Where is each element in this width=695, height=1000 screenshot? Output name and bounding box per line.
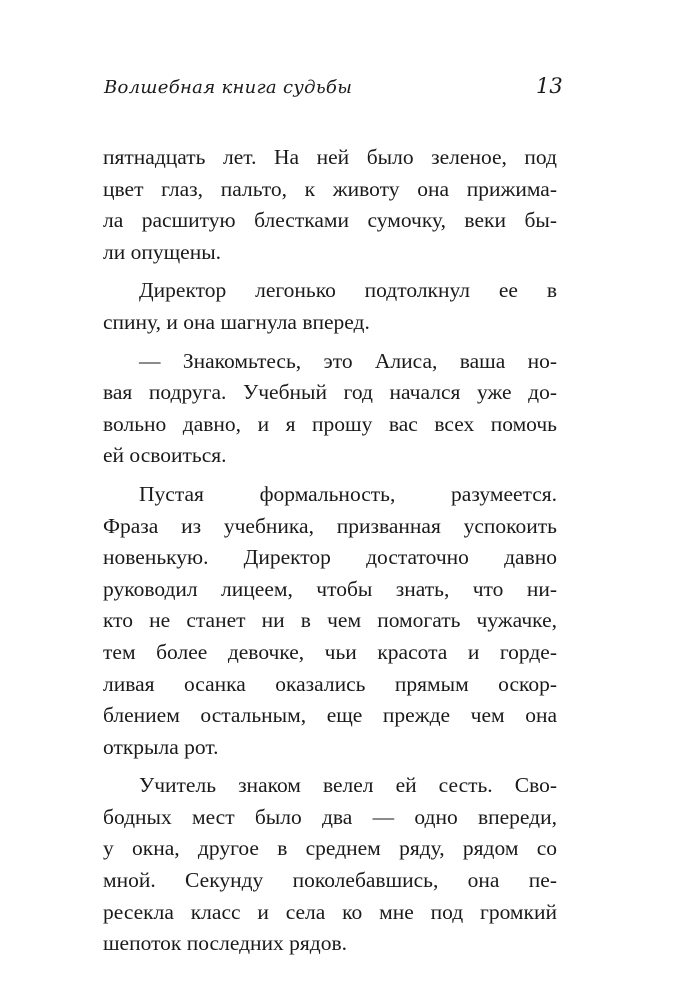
text-line: новенькую. Директор достаточно давно bbox=[103, 545, 557, 570]
text-line: кто не станет ни в чем помогать чужачке, bbox=[103, 608, 557, 633]
paragraph bbox=[103, 275, 557, 338]
text-line: ливая осанка оказались прямым оскор- bbox=[103, 671, 557, 696]
paragraph-gap bbox=[103, 472, 557, 479]
text-line: цвет глаз, пальто, к животу она прижима- bbox=[103, 176, 557, 201]
page-number: 13 bbox=[536, 74, 563, 98]
paragraph bbox=[103, 770, 557, 960]
text-line: ресекла класс и села ко мне под громкий bbox=[103, 899, 557, 924]
body-text bbox=[103, 142, 557, 960]
text-line: вая подруга. Учебный год начался уже до- bbox=[103, 380, 557, 405]
text-line: Учитель знаком велел ей сесть. Сво- bbox=[139, 773, 557, 798]
text-line: ей освоиться. bbox=[103, 443, 227, 468]
paragraph-gap bbox=[103, 268, 557, 275]
text-line: спину, и она шагнула вперед. bbox=[103, 309, 370, 334]
text-line: пятнадцать лет. На ней было зеленое, под bbox=[103, 145, 557, 169]
text-line: Фраза из учебника, призванная успокоить bbox=[103, 513, 557, 538]
text-line: бодных мест было два — одно впереди, bbox=[103, 804, 557, 829]
text-line: мной. Секунду поколебавшись, она пе- bbox=[103, 868, 557, 893]
paragraph bbox=[103, 142, 557, 268]
text-line: тем более девочке, чьи красота и горде- bbox=[103, 639, 557, 664]
text-line: шепоток последних рядов. bbox=[103, 931, 348, 956]
text-line: ла расшитую блестками сумочку, веки бы- bbox=[103, 208, 557, 233]
text-line: открыла рот. bbox=[103, 734, 219, 759]
running-head-title: Волшебная книга судьбы bbox=[104, 77, 353, 98]
text-line: ли опущены. bbox=[103, 239, 222, 264]
text-line: у окна, другое в среднем ряду, рядом со bbox=[103, 836, 557, 861]
text-line: — Знакомьтесь, это Алиса, ваша но- bbox=[139, 348, 557, 373]
text-line: Директор легонько подтолкнул ее в bbox=[139, 278, 557, 303]
paragraph-gap bbox=[103, 763, 557, 770]
paragraph-gap bbox=[103, 339, 557, 346]
paragraph bbox=[103, 479, 557, 763]
text-line: руководил лицеем, чтобы знать, что ни- bbox=[103, 576, 557, 601]
paragraph bbox=[103, 346, 557, 472]
text-line: Пустая формальность, разумеется. bbox=[139, 481, 557, 506]
text-line: вольно давно, и я прошу вас всех помочь bbox=[103, 411, 557, 436]
text-line: блением остальным, еще прежде чем она bbox=[103, 703, 557, 728]
